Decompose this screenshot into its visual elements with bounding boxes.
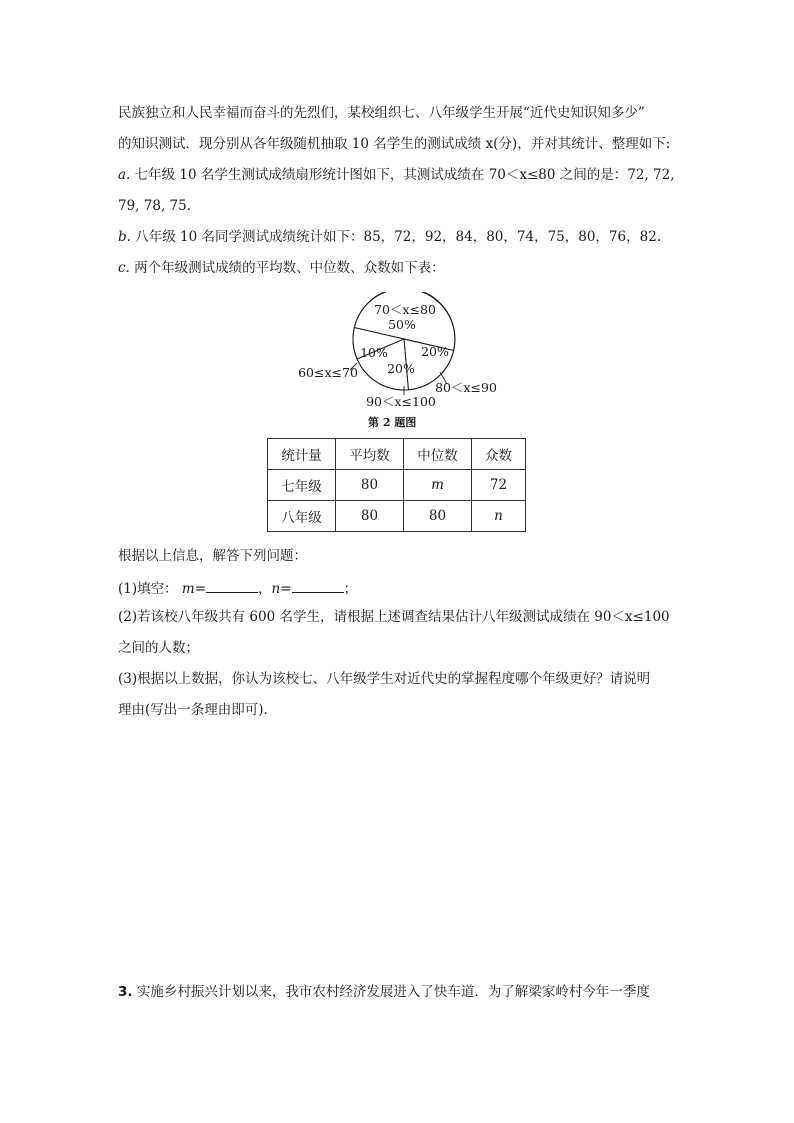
table-cell: n <box>472 501 526 532</box>
item-c-line <box>118 259 445 277</box>
pie-chart <box>290 292 510 410</box>
table-header-cell: 平均数 <box>336 439 404 470</box>
slice-label-60-70: 60≤x≤70 <box>298 365 358 380</box>
table-cell: 80 <box>336 501 404 532</box>
next-question-number: 3. <box>118 984 133 1000</box>
question-2-line-2: 之间的人数； <box>118 640 199 656</box>
table-header-cell: 众数 <box>472 439 526 470</box>
table-cell: 七年级 <box>268 470 336 501</box>
q1-end: ； <box>343 581 358 597</box>
table-header-cell: 中位数 <box>404 439 472 470</box>
item-a-line-2: 79, 78, 75. <box>118 198 191 214</box>
item-a-text: 七年级 10 名学生测试成绩扇形统计图如下，其测试成绩在 70＜x≤80 之间的是：72, 72, <box>134 167 675 183</box>
item-c-text: 两个年级测试成绩的平均数、中位数、众数如下表： <box>134 260 445 276</box>
table-cell: 80 <box>336 470 404 501</box>
table-cell: 80 <box>404 501 472 532</box>
question-2-line-1: (2)若该校八年级共有 600 名学生，请根据上述调查结果估计八年级测试成绩在 90＜x≤100 <box>118 609 670 625</box>
question-3-line-1: (3)根据以上数据，你认为该校七、八年级学生对近代史的掌握程度哪个年级更好？请说明 <box>118 671 651 687</box>
chart-caption: 第 2 题图 <box>368 416 417 429</box>
item-a-line-1 <box>118 166 675 184</box>
slice-label-70-80: 70＜x≤80 <box>374 302 436 317</box>
slice-label-90-100: 90＜x≤100 <box>366 394 436 409</box>
slice-label-80-90: 80＜x≤90 <box>435 380 497 395</box>
intro-line-2: 的知识测试．现分别从各年级随机抽取 10 名学生的测试成绩 x(分)，并对其统计、整理如下: <box>118 136 671 152</box>
question-1 <box>118 578 357 598</box>
slice-percent-60-70: 10% <box>360 345 388 360</box>
item-a-letter: a. <box>118 167 131 183</box>
item-b-letter: b. <box>118 229 131 245</box>
table-header-row <box>268 439 526 470</box>
q1-sep: ， <box>258 581 272 597</box>
next-question-text: 实施乡村振兴计划以来，我市农村经济发展进入了快车道．为了解梁家岭村今年一季度 <box>136 984 650 1000</box>
item-c-letter: c. <box>118 260 130 276</box>
table-header-cell: 统计量 <box>268 439 336 470</box>
item-b-text: 八年级 10 名同学测试成绩统计如下：85，72，92，84，80，74，75，80，76，82. <box>135 229 662 245</box>
intro-line-1: 民族独立和人民幸福而奋斗的先烈们，某校组织七、八年级学生开展“近代史知识知多少” <box>118 105 645 121</box>
q1-m-blank <box>206 578 258 593</box>
q1-n-label: n= <box>271 581 292 597</box>
table-row <box>268 501 526 532</box>
table-cell: 八年级 <box>268 501 336 532</box>
question-3-line-2: 理由(写出一条理由即可). <box>118 702 268 718</box>
slice-percent-80-90: 20% <box>421 344 449 359</box>
q1-n-blank <box>292 578 344 593</box>
questions-intro: 根据以上信息，解答下列问题： <box>118 548 307 564</box>
q1-m-label: m= <box>181 581 207 597</box>
table-cell: m <box>404 470 472 501</box>
slice-percent-70-80: 50% <box>388 317 416 332</box>
next-question <box>118 983 650 1001</box>
item-b-line <box>118 228 661 246</box>
stats-table <box>267 438 526 532</box>
slice-percent-90-100: 20% <box>387 361 415 376</box>
table-row <box>268 470 526 501</box>
q1-prefix: (1)填空： <box>118 581 178 597</box>
table-cell: 72 <box>472 470 526 501</box>
